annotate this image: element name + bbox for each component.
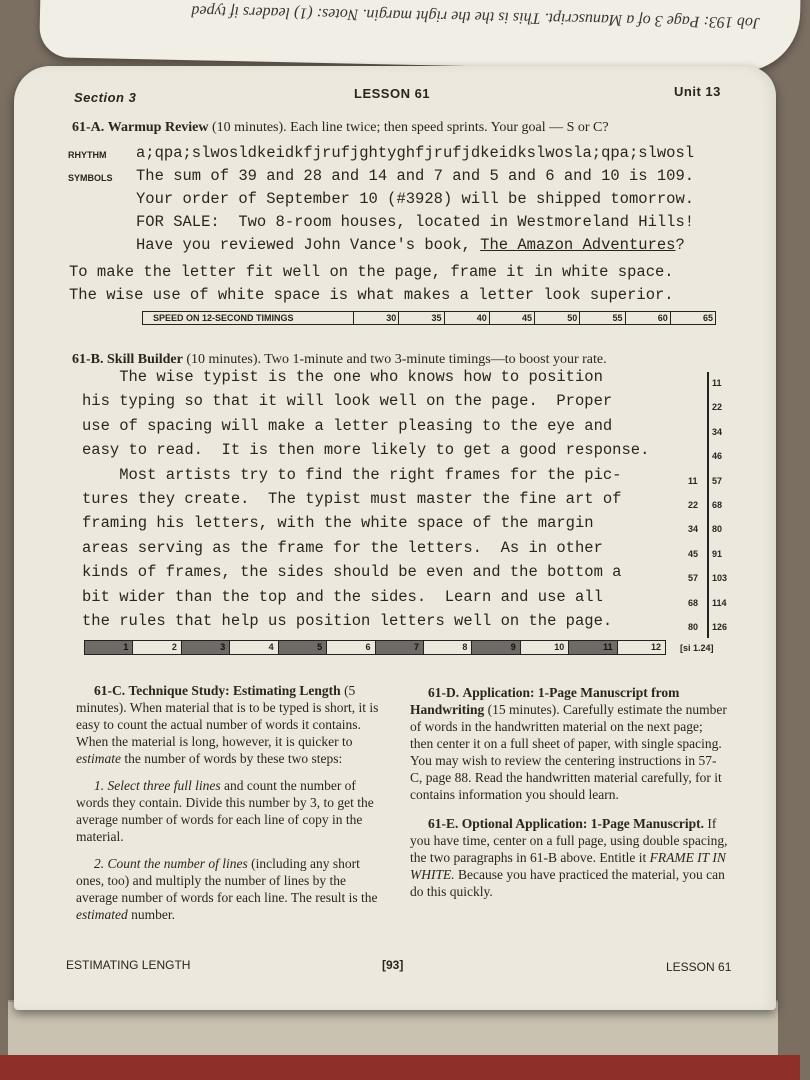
speed-sprint-line-1: To make the letter fit well on the page, frame it in white space. — [69, 263, 674, 281]
count-one-minute: 22 — [688, 499, 699, 510]
timed-writing-line: tures they create. The typist must master the fine art of — [82, 489, 622, 508]
drill-text: Your order of September 10 (#3928) will be shipped tomorrow. — [136, 190, 695, 208]
speed-scale-label: SPEED ON 12-SECOND TIMINGS — [143, 312, 354, 324]
lesson-title: LESSON 61 — [354, 86, 431, 101]
timed-writing-line: Most artists try to find the right frames for the pic- — [82, 465, 622, 484]
count-one-minute: 57 — [688, 573, 699, 584]
step-one — [76, 777, 380, 845]
drill-text: a;qpa;slwosldkeidkfjrufjghtyghfjrufjdkeidkslwosla;qpa;slwosl — [136, 144, 695, 162]
count-three-minute: 11 — [712, 378, 722, 388]
word-count-row — [676, 616, 742, 640]
speed-mark: 30 — [354, 312, 399, 324]
section-61a-title: Warmup Review — [107, 120, 209, 135]
word-count-row — [676, 518, 742, 542]
section-61c-title: Technique Study: Estimating Length — [128, 683, 341, 698]
section-61b-title: Skill Builder — [107, 352, 183, 367]
word-count-row — [676, 470, 742, 494]
section-61d-title: Application: 1-Page Manuscript from Handwriting — [410, 685, 680, 717]
count-three-minute: 46 — [712, 451, 723, 462]
page-number: [93] — [382, 958, 404, 972]
count-three-minute: 34 — [712, 426, 723, 437]
footer-left: ESTIMATING LENGTH — [66, 958, 191, 972]
drill-text: The sum of 39 and 28 and 14 and 7 and 5 and 6 and 10 is 109. — [136, 167, 695, 185]
count-three-minute: 57 — [712, 475, 723, 486]
count-three-minute: 91 — [712, 548, 723, 559]
previous-page-text: Job 193: Page 3 of a Manuscript. This is the the right margin. Notes: (1) leaders if typed — [191, 2, 761, 32]
word-scale-mark: 3 — [182, 641, 230, 654]
word-scale-mark: 11 — [569, 641, 617, 654]
drill-text — [136, 236, 685, 254]
drill-text-after: ? — [675, 236, 685, 254]
timed-writing-line: the rules that help us position letters well on the page. — [82, 611, 613, 630]
word-scale-mark: 12 — [651, 642, 662, 652]
section-61d-paragraph — [410, 684, 728, 803]
word-count-row — [676, 494, 742, 518]
drill-line — [68, 144, 748, 167]
speed-sprint-line-2: The wise use of white space is what makes a letter look superior. — [69, 286, 674, 304]
count-three-minute: 126 — [712, 621, 728, 632]
previous-page — [39, 0, 801, 73]
section-61d-61e — [410, 684, 728, 900]
count-three-minute: 68 — [712, 499, 723, 510]
timed-writing-paragraphs — [82, 368, 682, 636]
drill-label-symbols: SYMBOLS — [68, 173, 113, 183]
word-scale-mark: 2 — [133, 641, 181, 654]
word-scale-mark: 1 — [85, 641, 133, 654]
word-count-row — [676, 396, 742, 420]
drill-text-before: Have you reviewed John Vance's book, — [136, 236, 481, 254]
word-count-row — [676, 421, 742, 445]
section-61e-text: If you have time, center on a full page, using double spacing, the two paragraphs in 61-B above. Entitle it — [410, 816, 728, 865]
drill-label-rhythm: RHYTHM — [68, 150, 107, 160]
count-one-minute: 68 — [688, 597, 699, 608]
section-61e-text-end: Because you have practiced the material, you can do this quickly. — [410, 867, 725, 899]
section-61c — [76, 682, 380, 923]
speed-mark: 60 — [626, 312, 671, 324]
section-61c-paragraph — [76, 682, 380, 767]
book-title-underlined: The Amazon Adventures — [480, 236, 676, 254]
section-61a-heading — [72, 120, 609, 136]
speed-mark: 55 — [580, 312, 625, 324]
section-61c-emphasis: estimate — [76, 751, 121, 766]
step-one-lead: 1. Select three full lines — [94, 778, 221, 793]
count-one-minute: 34 — [688, 524, 699, 535]
count-one-minute: 45 — [688, 548, 699, 559]
word-count-row — [676, 592, 742, 616]
warmup-drill-lines — [68, 144, 748, 259]
section-61a-number: 61-A. — [72, 120, 105, 135]
drill-line — [68, 190, 748, 213]
section-61d-text: (15 minutes). Carefully estimate the number of words in the handwritten material on the next page; then center it on a full sheet of paper, with single spacing. You may wish to review the centering instructions in 57-C, page 88. Read the handwritten material carefully, for it contains information you should learn. — [410, 702, 727, 802]
word-scale-mark: 7 — [376, 641, 424, 654]
word-count-row — [676, 543, 742, 567]
step-two-text: (including any short ones, too) and multiply the number of lines by the average number of words for each line. The result is the — [76, 856, 378, 905]
timed-writing-line: kinds of frames, the sides should be even and the bottom a — [82, 563, 622, 582]
count-three-minute: 103 — [712, 573, 728, 584]
word-scale-mark: 4 — [230, 641, 278, 654]
drill-text: FOR SALE: Two 8-room houses, located in Westmoreland Hills! — [136, 213, 695, 231]
word-count-row — [676, 372, 742, 396]
step-two — [76, 855, 380, 923]
word-scale-mark: 8 — [424, 641, 472, 654]
syllabic-intensity: [si 1.24] — [680, 643, 714, 653]
section-61b-number: 61-B. — [72, 352, 104, 367]
section-61c-text: (5 minutes). When material that is to be typed is short, it is easy to count the actual number of words it contains. When the material is long, however, it is quicker to — [76, 683, 379, 749]
speed-mark: 40 — [445, 312, 490, 324]
speed-mark: 35 — [399, 312, 444, 324]
count-three-minute: 80 — [712, 524, 723, 535]
speed-mark: 45 — [490, 312, 535, 324]
timed-writing-line: framing his letters, with the white space of the margin — [82, 514, 594, 533]
count-three-minute: 114 — [712, 597, 727, 608]
speed-scale — [142, 311, 716, 325]
timed-writing-line: easy to read. It is then more likely to get a good response. — [82, 441, 650, 460]
count-three-minute: 22 — [712, 402, 723, 413]
section-61b-heading — [72, 352, 607, 368]
book-cover — [0, 1055, 800, 1080]
speed-mark: 65 — [702, 313, 713, 323]
section-61d-number: 61-D. — [428, 685, 460, 700]
unit-label: Unit 13 — [674, 84, 721, 99]
step-two-end: number. — [127, 907, 175, 922]
section-61e-number: 61-E. — [428, 816, 459, 831]
count-one-minute: 80 — [688, 621, 699, 632]
drill-line — [68, 213, 748, 236]
section-61c-text-end: the number of words by these two steps: — [121, 751, 343, 766]
speed-mark: 50 — [535, 312, 580, 324]
word-scale-mark: 10 — [521, 641, 569, 654]
word-scale-mark: 6 — [327, 641, 375, 654]
word-scale-mark: 9 — [472, 641, 520, 654]
section-61a-instructions: (10 minutes). Each line twice; then speed sprints. Your goal — S or C? — [212, 120, 609, 135]
step-one-text: and count the number of words they contain. Divide this number by 3, to get the average number of words for each line of copy in the material. — [76, 778, 374, 844]
section-61b-instructions: (10 minutes). Two 1-minute and two 3-minute timings—to boost your rate. — [186, 352, 607, 367]
textbook-page — [14, 66, 776, 1010]
word-counts — [676, 372, 742, 640]
count-one-minute: 11 — [688, 475, 698, 486]
word-count-row — [676, 567, 742, 591]
timed-writing-line: areas serving as the frame for the letters. As in other — [82, 538, 603, 557]
word-scale — [84, 640, 666, 655]
drill-line — [68, 167, 748, 190]
section-61e-paragraph — [410, 815, 728, 900]
timed-writing-line: his typing so that it will look well on the page. Proper — [82, 392, 613, 411]
footer-right: LESSON 61 — [666, 960, 732, 974]
word-scale-mark: 5 — [279, 641, 327, 654]
timed-writing-line: use of spacing will make a letter pleasing to the eye and — [82, 416, 613, 435]
timed-writing-line: The wise typist is the one who knows how to position — [82, 368, 603, 386]
section-61e-emphasis: FRAME IT IN WHITE. — [410, 850, 726, 882]
section-61c-number: 61-C. — [94, 683, 126, 698]
timed-writing-line: bit wider than the top and the sides. Learn and use all — [82, 587, 603, 606]
section-label: Section 3 — [74, 90, 137, 105]
step-two-lead: 2. Count the number of lines — [94, 856, 248, 871]
word-count-row — [676, 445, 742, 469]
step-two-emphasis: estimated — [76, 907, 128, 922]
drill-line — [68, 236, 748, 259]
section-61e-title: Optional Application: 1-Page Manuscript. — [461, 816, 705, 831]
